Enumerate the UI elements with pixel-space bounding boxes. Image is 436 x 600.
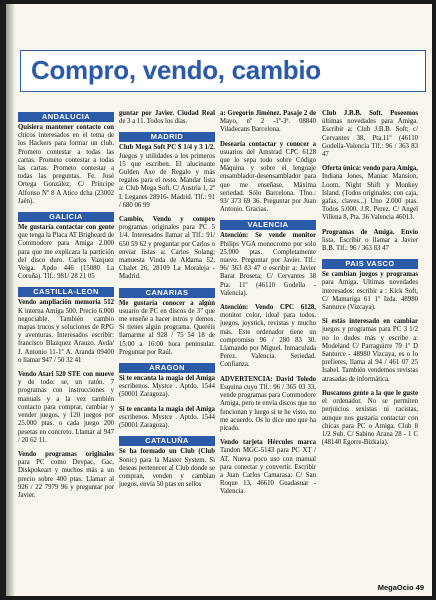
classified-ad: Cambio, Vendo y compro programas originales para PC 5 1/4. Interesados llamar al Tlf.: 91/ 650 59 62 y preguntar por Carlos o enviar listas a: Carlos Solang; manuesta Viuda de Aldama 52, Chalet 26, 28109 La Moraleja - Madrid. xyxy=(119,216,215,281)
classified-ad: Me gustaría contactar con gente que tenga la Placa AT Brigheard de Commodore para Amiga 2.000 para que me explicara la partición del disco duro. Carlos Vazquez Veiga. Apdo 446 (15080 La Coruña). Tlf.: 981/ 28 21 05 xyxy=(18,224,114,281)
classifieds-column-2 xyxy=(119,110,215,576)
region-header: CASTILLA-LEON xyxy=(18,287,114,297)
classified-ad: Se ha formado un Club (Club Sonic) para la Master System. Si deseas pertenecer al Club donde se compran, venden y cambian juegos, envía 50 ptas en sellos xyxy=(119,448,215,489)
classified-ad: Si te encanta la magia del Amiga escribenos. Mystce . Aptdo. 1544 (50001 Zaragoza). xyxy=(119,405,215,430)
classifieds-column-4 xyxy=(322,110,418,576)
classified-ad: Club J.B.B. Soft. Poseemos últimas novedades para Amiga. Escribir a: Club J.B.B. Soft; c/ Cervantes 38, Pta.11º (46110 Godella-Valencia Tlf.: 96 / 363 83 47 xyxy=(322,110,418,159)
classifieds-column-3 xyxy=(220,110,316,576)
region-header: GALICIA xyxy=(18,212,114,222)
page-footer: MegaOcio 49 xyxy=(377,583,424,592)
classified-ad: Me gustaría conocer a algún usuario de PC en discos de 3" que me enseñe a hacer intros y demos. Si tienes algún programa. Queréis llamarme al 928 / 75 54 18 de 15:00 a 16:00 hora peninsular. Preguntar por Raúl. xyxy=(119,299,215,356)
classified-ad: guntar por Javier. Ciudad Real de 3 a 11. Todos los días. xyxy=(119,110,215,126)
classified-ad: Si te encanta la magia del Amiga escribenos. Mystce . Aptdo. 1544 (50001 Zaragoza). xyxy=(119,375,215,399)
classified-ad: Atención: Vendo CPC 6128, monitor color, ideal para todos, juegos, joystick, revistas y mucho más. Este ordenador tiene un compromiso 96 / 280 83 30. Llamando por Miguel. Inmaculada Perez. Valencia. Seriedad. Confianza. xyxy=(220,304,316,369)
page-spine-shadow xyxy=(6,4,15,596)
classified-ad: Vendo Atari 520 STE con mueve y de todo: se, un ratón. 7 programas con instrucciones y manuals y a la vez también contacto para comprar, cambiar y vender juegos, y 120 juegos por 25.000 ptas. o cada juego 200 pesetas en concreto. Llamar al 947 / 20 62 11. xyxy=(18,371,114,444)
region-header: PAIS VASCO xyxy=(322,259,418,269)
classified-ad: Atención: Se vende monitor Philips VGA monocromo por solo 25.000 ptas. Completamente nuevo. Preguntar por Javier. Tlf.: 96/ 363 83 47 o escribir a: Javier Barat Broseta; C/ Cervantes 38 Pta. 11º (46110 Godella - Valencia). xyxy=(220,232,316,297)
classified-ad: Vendo ampliación memoria 512 K interna Amiga 500. Precio 6.000 negociable. También cambio mapas trucos y soluciones de RPG y aventuras. Interesados escribir: francisco Blazquez Arauzo. Avda/ J. Antonio 11-1º A. Aranda 09400 o llamar 947 / 50 32 41 xyxy=(18,299,114,364)
classified-ad: Vendo tarjeta Hércules marca Tandon MGC-5143 para PC XT / AT. Nueva poco uso con manual para conectar y convertir. Escribir a Juan Carlos Camarasa: C/ San Roque 13, 46610 Guadasuar - Valencia. xyxy=(220,439,316,496)
classifieds-column-1 xyxy=(18,110,114,576)
classified-ad: Buscamos gente a la que le guste el ordenador. No se permiten perjuicios sexistas ni racistas, aunque nos gustaría contactar con chicas para PC o Amiga. Club 8 1/2 Sub. C/ Sabino Arana 28 - 1 C (48140 Egorre-Bizkaia). xyxy=(322,389,418,447)
classified-ad: Club Mega Soft PC $ 1/4 y 3 1/2. Juegos y utilidades a los primeros 15 que escriben. El alucinante Gulden Axe de Regalo y más regalos para el resto. Mandar lista a: Club Mega Soft. C/ Austria 1, 2º I. Leganes 28916- Madrid. Tlf.: 91 / 680 06 99 xyxy=(119,144,215,209)
classified-ad: Desearía contactar y conocer a usuarios del Amstrad CPC 6128 que lo sepa todo sobre Código Máquina y sobre el lenguaje ensamblador-desensamblador para que me enseñase. Máxima seriedad. Sólo Barcelona. Tfno.: 93/ 373 69 36. Preguntar por Juan Antonio. Gracias. xyxy=(220,140,316,214)
region-header: ARAGON xyxy=(119,363,215,373)
section-title-box xyxy=(20,50,426,92)
classified-ad: Oferta única: vendo para Amiga, Indiana Jones, Maniac Mansion, Loom, Night Shift y Monkey Island. (Todos originales: con caja, gafas, claves...) Uno 2.000 ptas. Todos 5.000. J.R. Perez. C/ Angel Villena 8, Pta. 36 Valencia 46013. xyxy=(322,165,418,222)
classified-ad: Vendo programas originales para PC como Devpac, Gac, Diskpokeart y muchos más a un precio sobre 400 ptas. Llamar al 926 / 22 7979 96 y preguntar por Javier. xyxy=(18,450,114,499)
classified-ad: ADVERTENCIA: David Toledo Esquina cuyo Tlf.: 96 / 365 03 33, vende programas para Commodore Amiga, pero te envía discos que no funcionan y luego si te he visto, no me acuerdo. Os lo dice uno que ha picado. xyxy=(220,375,316,432)
region-header: CANARIAS xyxy=(119,288,215,298)
region-header: CATALUÑA xyxy=(119,436,215,446)
classified-ad: Se cambian juegos y programas para Amiga. Ultimas novedades interesados: escribir a : Kick Soft, C/ Mamariga 61 1º Izda. 48980 Santurce (Vizcaya). xyxy=(322,271,418,312)
region-header: MADRID xyxy=(119,132,215,142)
classified-ad: Quisiera mantener contacto con chicos interesados en el tema de los Hackers para formar un club. Prometo contestar a todas las cartas. Prometo contestar a todas las cartas. Prometo contestar a todas las preguntas. Fe. José Ortega González; C/ Príncipe Alfonso Nº 8 A Atico dcha (23002 Jaén). xyxy=(18,124,114,205)
section-title: Compro, vendo, cambio xyxy=(31,55,321,85)
classified-ad: Si estás interesado en cambiar juegos y programas para PC 3 1/2 no lo dudes más y escribe a: Modeland C/ Parraguirre 79 1º D Santurce - 48980 Vizcaya, es o lo prefieres, llama al 94 / 461 07 25 Isabel. También vendemos revistas atrasadas de informática. xyxy=(322,318,418,383)
classified-ad: Programas de Amiga. Envío lista. Escribir o llamar a Javier B.B. Tlf.: 96 / 363 83 47 xyxy=(322,228,418,253)
region-header: ANDALUCIA xyxy=(18,112,114,122)
magazine-page xyxy=(6,4,432,596)
classified-ad: a: Gregorio Jiménez. Pasaje 2 de Mayo, nº 2 -1º-3ª. 08840 Viladecans Barcelona. xyxy=(220,110,316,134)
region-header: VALENCIA xyxy=(220,220,316,230)
